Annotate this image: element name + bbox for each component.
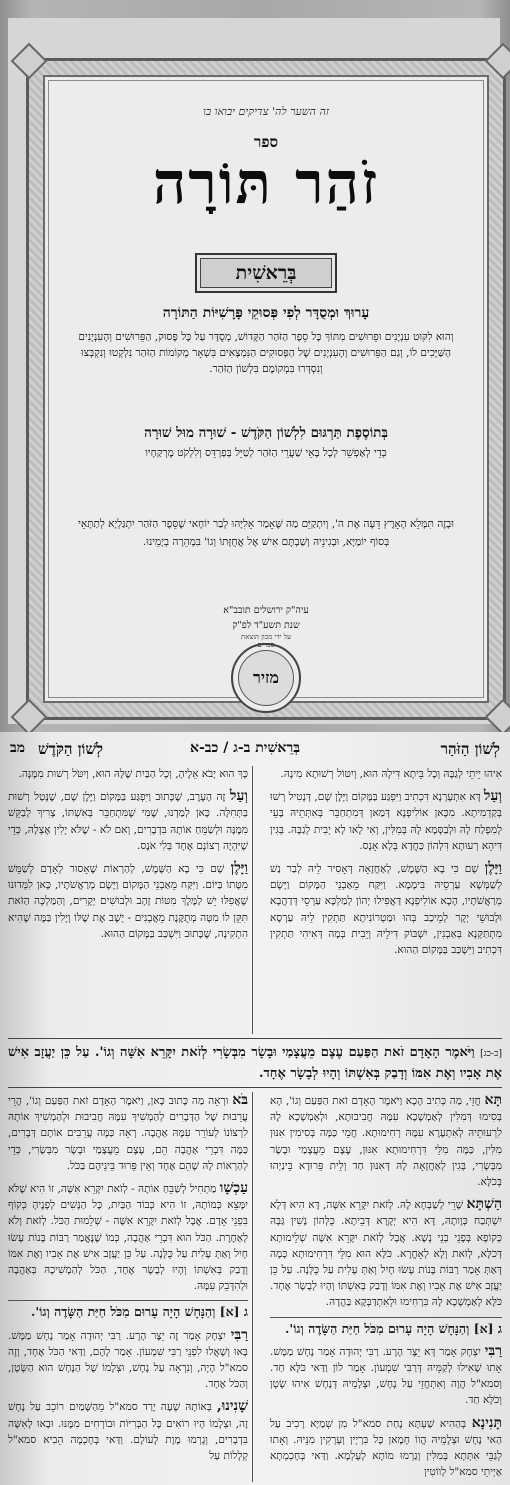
paragraph: וַיָּלֶן שָׁם כִּי בָא הַשֶּׁמֶשׁ, לְאַחֲזָאָה דְּאָסִיר לֵיהּ לְבַר נַשׁ לְשַׁמְּשָׁא עַרְסֵיהּ בִּימָמָא. וַיִּקַּח מֵאַבְנֵי הַמָּקוֹם וַיָּשֶׂם מְרַאֲשֹׁתָיו, הָכָא אוֹלִיפְנָא דַּאֲפִילוּ יְהוֹן לְמַלְכָּא עַרְסֵי דְּדַהֲבָא וּלְבוּשֵׁי יְקָר לְמֵיכַב בְּהוּ וּמַטְרוֹנִיתָא תַּתְקִין לֵיהּ עַרְסָא מִתְתַּקְּנָא בְּאַבְנִין, יִשְׁבּוֹק דִּילֵיהּ וְיֵבִית בְּמָה דְּאִיהִי תַּתְקִין דִּכְתִיב וַיִּשְׁכַּב בַּמָּקוֹם הַהוּא. xyxy=(270,860,503,957)
zohar-column-lower xyxy=(270,1092,502,1485)
lead-word: וַיָּלֶן xyxy=(230,860,249,877)
motto: זה השער לה' צדיקים יבואו בו xyxy=(203,105,329,118)
paragraph: כָּךְ הוּא יָבֹא אֵלֶיהָ, וְכָל הַבַּיִת שֶׁלָּהּ הוּא, וְיִטֹּל רְשׁוּת מִמֶּנָּה. xyxy=(18,768,248,780)
text-page-scan xyxy=(0,732,510,1485)
paragraph: וְעַל זֶה הָעֶרֶב, שֶׁכָּתוּב וַיִּפְגַּע בַּמָּקוֹם וַיָּלֶן שָׁם, שֶׁנָּטַל רְשׁוּת בַּתְּחִלָּה. כָּאן לְמַדְנוּ, שֶׁמִּי שֶׁמִּתְחַבֵּר בְּאִשְׁתּוֹ, צָרִיךְ לְבַקֵּשׁ מִמֶּנָּה וּלְשַׂמֵּחַ אוֹתָהּ בִּדְבָרִים, וְאִם לֹא - שֶׁלֹּא יָלִין אֶצְלָהּ, כְּדֵי שֶׁיִּהְיֶה רְצוֹנָם אֶחָד בְּלִי אֹנֶס. xyxy=(8,788,248,852)
verse-gimel: ג [א] וְהַנָּחָשׁ הָיָה עָרוּם מִכֹּל חַיַּת הַשָּׂדֶה וְגוֹ'. xyxy=(8,1300,248,1320)
verse-reference: [כ-כג] xyxy=(480,1049,502,1059)
paragraph: רַבִּי יִצְחָק אָמַר זֶה יֵצֶר הָרָע. רַבִּי יְהוּדָה אָמַר נָחָשׁ מַמָּשׁ. בָּאוּ וְשָׁאֲלוּ לִפְנֵי רַבִּי שִׁמְעוֹן. אָמַר לָהֶם, וַדַּאי הַכֹּל אֶחָד, וְזֶה סמא"ל הָיָה, וְנִרְאָה עַל נָחָשׁ, וּצְלָמוֹ שֶׁל הַנָּחָשׁ הוּא הַשָּׂטָן, וְהַכֹּל אֶחָד. xyxy=(8,1326,248,1391)
lead-word: וְעַל xyxy=(229,788,248,805)
paragraph: בֹּא וּרְאֵה מַה כָּתוּב כָּאן, וַיֹּאמֶר הָאָדָם זֹאת הַפַּעַם וְגוֹ', הֲרֵי עֲרֵבוּת שֶׁל הַדְּבָרִים לְהַמְשִׁיךְ עִמָּהּ חֲבִיבוּת וּלְהַמְשִׁיךְ אוֹתָהּ לִרְצוֹנוֹ לְעוֹרֵר עִמָּהּ אַהֲבָה. רְאֵה כַּמָּה עֲרֵבִים אוֹתָם דְּבָרִים, כַּמָּה דִּבְרֵי אַהֲבָה הֵם, עֶצֶם מֵעֲצָמַי וּבָשָׂר מִבְּשָׂרִי, כְּדֵי לְהַרְאוֹת לָהּ שֶׁהֵם אֶחָד וְאֵין פֵּרוּד בֵּינֵיהֶם בַּכֹּל. xyxy=(8,1092,248,1172)
column-divider xyxy=(252,1092,253,1482)
lead-word: וַיָּלֶן xyxy=(484,860,503,877)
sefer-label: ספר xyxy=(253,133,279,151)
publication-year: שנת תשע"ד לפ"ק xyxy=(232,620,300,631)
header-location: בְּרֵאשִׁית ב-ג / כב-א xyxy=(189,740,300,756)
verse-text: וַיֹּאמֶר הָאָדָם זֹאת הַפַּעַם עֶצֶם מֵעֲצָמַי וּבָשָׂר מִבְּשָׂרִי לְזֹאת יִקָּרֵא אִשָּׁה וְגוֹ'. עַל כֵּן יַעֲזָב אִישׁ אֶת אָבִיו וְאֶת אִמּוֹ וְדָבַק בְּאִשְׁתּוֹ וְהָיוּ לְבָשָׂר אֶחָד. xyxy=(8,1045,502,1081)
paragraph: תָּנִינָא בְּהַהִיא שַׁעְתָּא נָחַת סמא"ל מִן שְׁמַיָּא רָכִיב עַל הַאי נָחָשׁ וּצְלָמֵיהּ הֲווֹ חָמָאן כָּל בִּרְיָין וְעָרְקִין מִנֵּיהּ. וְאָתוּ לְגַבֵּי אִתְּתָא בְּמִלִּין וְגַרְמוּ מוֹתָא לְעָלְמָא. וַדַּאי בְּחָכְמְתָא אַיְיתֵי סמא"ל לְווֹטִין xyxy=(270,1414,502,1479)
running-header xyxy=(10,740,500,762)
paragraph: שָׁנִינוּ, בְּאוֹתָהּ שָׁעָה יָרַד סמא"ל מֵהַשָּׁמַיִם רוֹכֵב עַל נָחָשׁ זֶה, וּצְלָמוֹ הָיוּ רוֹאִים כָּל הַבְּרִיּוֹת וּבוֹרְחִים מִמֶּנּוּ. וּבָאוּ לָאִשָּׁה בִּדְבָרִים, וְגָרְמוּ מָוֶת לָעוֹלָם. וַדַּאי בְּחָכְמָה הֵבִיא סמא"ל קְלָלוֹת עַל xyxy=(8,1398,248,1463)
seal-ring-text: על ידי מכון הוצאת ספרים xyxy=(240,633,292,649)
title-page-scan xyxy=(0,0,510,732)
subheading: עָרוּךְ וּמְסֻדָּר לְפִי פְּסוּקֵי פָּרָשִׁיּוֹת הַתּוֹרָה xyxy=(162,305,370,321)
parsha-box: בְּרֵאשִׁית xyxy=(195,253,337,293)
publication-place: עיה"ק ירושלים תובב"א xyxy=(223,605,309,616)
column-divider xyxy=(252,766,253,1034)
zohar-column xyxy=(270,766,502,964)
book-title: זֹהַר תּוֹרָה xyxy=(152,149,380,217)
subheading-translation: בְּתוֹסֶפֶת תַּרְגּוּם לִלְשׁוֹן הַקֹּדֶשׁ - שׁוּרָה מוּל שׁוּרָה xyxy=(144,425,388,441)
title-panel xyxy=(43,75,489,703)
paragraph: תָּא חֲזֵי, מַה כְּתִיב הָכָא וַיֹּאמֶר הָאָדָם זֹאת הַפַּעַם וְגוֹ', הָא בְּסִימוּ דְּמִלִּין לְאַמְשָׁכָא עִמָּהּ חֲבִיבוּתָא, וּלְאַמְשָׁכָא לָהּ לִרְעוּתֵיהּ לְאִתְעָרָא עִמָּהּ רְחִימוּתָא. חֲמֵי כַּמָּה בְּסִימִין אִנּוּן מִלִּין, כַּמָּה מִלֵּי דִּרְחִימוּתָא אִנּוּן, עֶצֶם מֵעֲצָמַי וּבָשָׂר מִבְּשָׂרִי, בְּגִין לְאַחֲזָאָה לָהּ דְּאִנּוּן חַד וְלֵית פֵּרוּדָא בֵּינַיְהוּ בְּכֹלָּא. xyxy=(270,1092,502,1189)
hebrew-column-lower xyxy=(8,1092,248,1470)
verse-gimel: ג [א] וְהַנָּחָשׁ הָיָה עָרוּם מִכֹּל חַיַּת הַשָּׂדֶה וְגוֹ'. xyxy=(270,1317,502,1337)
description-translation: כְּדֵי לְאַפְשֵׁר לְכָל בָּאֵי שַׁעֲרֵי הַזֹּהַר לְטַיֵּל בְּפַרְדֵּס וְלִלְקֹט מֶרְקַחָיו xyxy=(145,447,387,459)
verse-heading xyxy=(8,1038,502,1088)
description: וְהוּא לִקּוּט עִנְיָנִים וּפֵרוּשִׁים מִתּוֹךְ כָּל סֵפֶר הַזֹּהַר הַקָּדוֹשׁ, מְסֻדָּר עַל כָּל פָּסוּק, הַפֵּרוּשִׁים וְהָעִנְיָנִים הַשַּׁיָּכִים לוֹ, וְגַם הַפֵּרוּשִׁים וְהָעִנְיָנִים שֶׁל הַפְּסוּקִים הַנִּמְצָאִים בִּשְׁאָר מְקוֹמוֹת הַזֹּהַר נִלְקְטוּ וְנִקְבְּצוּ וְנִסְדְּרוּ בִּמְקוֹמָם בִּלְשׁוֹן הַזֹּהַר. xyxy=(78,331,454,375)
header-zohar-title: לְשׁוֹן הַזֹּהַר xyxy=(440,740,500,758)
closing-verse: וּבָזֶה תִּמָּלֵא הָאָרֶץ דֵּעָה אֶת ה', וְיִתְקַיֵּם מַה שֶּׁאָמַר אֵלִיָּהוּ לְבַר יוֹחָאי שֶׁסֵּפֶר הַזֹּהַר יִתְגַּלְיָא לְתַתָּאֵי בְּסוֹף יוֹמַיָּא, וּבְגִינֵיהּ וְשַׁבְתֶּם אִישׁ אֶל אֲחֻזָּתוֹ וְגוֹ' בִּמְהֵרָה בְיָמֵינוּ. xyxy=(78,518,454,548)
ornamental-frame xyxy=(26,58,506,720)
paragraph: אִיהוּ יֵיתֵי לְגַבָּהּ וְכָל בֵּיתָא דִּילָהּ הוּא, וְיִטּוֹל רְשׁוּתָא מִינָהּ. xyxy=(280,768,502,780)
paragraph: רַבִּי יִצְחָק אָמַר דָּא יֵצֶר הָרָע. רַבִּי יְהוּדָה אָמַר נָחָשׁ מַמָּשׁ. אָתוּ שָׁאִילוּ לְקַמֵּיהּ דְּרַבִּי שִׁמְעוֹן. אָמַר לוֹן וַדַּאי כֹּלָּא חַד. וְסמא"ל הֲוָה וְאִתְחֲזֵי עַל נָחָשׁ, וּצְלָמֵיהּ דְּנָחָשׁ אִיהוּ שָׂטָן וְכֹלָּא חַד. xyxy=(270,1342,502,1407)
lead-word: וְעַל xyxy=(483,788,502,805)
title-sheet xyxy=(8,18,500,724)
publisher-seal-icon xyxy=(231,633,301,713)
corner-ornament xyxy=(11,699,48,736)
corner-ornament xyxy=(485,43,510,80)
seal-center-text: מזיר xyxy=(253,668,279,687)
corner-ornament xyxy=(485,699,510,736)
corner-ornament xyxy=(11,43,48,80)
hebrew-column xyxy=(8,766,248,948)
paragraph: וְעַל דָּא אִתְעָרְנָא דִּכְתִיב וַיִּפְגַּע בַּמָּקוֹם וַיָּלֶן שָׁם, דְּנָטִיל רְשׁוּ בְּקַדְמִיתָא. מִכָּאן אוֹלִיפְנָא דְּמַאן דְּמִתְחַבֵּר בְּאִתְּתֵיהּ בָּעֵי לְמִפְלַח לָהּ וּלְבַסְּמָא לָהּ בְּמִלִּין, וְאִי לָאו לָא יְבִית לְגַבָּהּ. בְּגִין דִּיהֵא רְעוּתָא דִּלְהוֹן כַּחֲדָא בְּלָא אָנָס. xyxy=(270,788,502,852)
paragraph: וַיָּלֶן שָׁם כִּי בָא הַשֶּׁמֶשׁ, לְהַרְאוֹת שֶׁאָסוּר לְאָדָם לְשַׁמֵּשׁ מִטָּתוֹ בַּיּוֹם. וַיִּקַּח מֵאַבְנֵי הַמָּקוֹם וַיָּשֶׂם מְרַאֲשֹׁתָיו, כָּאן לִמְּדוּנוּ שֶׁאֲפִלּוּ יֵשׁ לַמֶּלֶךְ מִטּוֹת זָהָב וּלְבוּשִׁים יְקָרִים, וְהַמַּלְכָּה הַזֹּאת תִּקֵּן לוֹ מִטָּה מְתֻקֶּנֶת מֵאֲבָנִים - יָשֶׁב אֶת שֶׁלּוֹ וְיָלִין בַּמֶּה שֶׁהִיא הִתְקִינָה, שֶׁכָּתוּב וַיִּשְׁכַּב בַּמָּקוֹם הַהוּא. xyxy=(8,860,249,940)
page-number: מב xyxy=(10,740,26,756)
paragraph: הַשְׁתָּא שָׁרֵי לְשַׁבְּחָא לָהּ. לְזֹאת יִקָּרֵא אִשָּׁה, דָּא הִיא דְּלָא יִשְׁתְּכַח כְּוָותָהּ, דָּא הִיא יְקָרָא דְּבֵיתָא. כֻּלְּהוֹן נָשִׁין גַּבָּהּ כְּקוֹפָא בְּפָנֵי בְנֵי נָשָׁא. אֲבָל לְזֹאת יִקָּרֵא אִשָּׁה שְׁלֵימוּתָא דְּכֹלָּא, לְזֹאת וְלָא לְאָחֳרָא. כֹּלָּא הוּא מִלֵּי דִּרְחִימוּתָא כְּמָה דְּאַתְּ אָמַר רַבּוֹת בָּנוֹת עָשׂוּ חָיִל וְאַתְּ עָלִית עַל כֻּלָּנָה. עַל כֵּן יַעֲזָב אִישׁ אֶת אָבִיו וְאֶת אִמּוֹ וְדָבַק בְּאִשְׁתּוֹ וְהָיוּ לְבָשָׂר אֶחָד. כֹּלָּא לְאַמְשָׁכָא לָהּ בִּרְחִימוּ וּלְאִתְדַּבְּקָא בַּהֲדָהּ. xyxy=(270,1196,502,1309)
paragraph: עַכְשָׁו מַתְחִיל לְשַׁבֵּחַ אוֹתָהּ - לְזֹאת יִקָּרֵא אִשָּׁה, זוֹ הִיא שֶׁלֹּא יִמָּצֵא כְּמוֹתָהּ, זוֹ הִיא כְּבוֹד הַבַּיִת, כָּל הַנָּשִׁים לְפָנֶיהָ כְּקוֹף בִּפְנֵי אָדָם. אֲבָל לְזֹאת יִקָּרֵא אִשָּׁה - שְׁלֵמוּת הַכֹּל. לְזֹאת וְלֹא לְאַחֶרֶת. הַכֹּל הוּא דִּבְרֵי אַהֲבָה, כְּמוֹ שֶׁנֶּאֱמַר רַבּוֹת בָּנוֹת עָשׂוּ חָיִל וְאַתְּ עָלִית עַל כֻּלָּנָה. עַל כֵּן יַעֲזָב אִישׁ אֶת אָבִיו וְאֶת אִמּוֹ וְדָבַק בְּאִשְׁתּוֹ וְהָיוּ לְבָשָׂר אֶחָד, הַכֹּל לְהַמְשִׁיכָהּ בְּאַהֲבָה וּלְהִדָּבֵק עִמָּהּ. xyxy=(8,1180,248,1293)
header-hebrew-title: לְשׁוֹן הַקֹּדֶשׁ xyxy=(38,740,104,758)
